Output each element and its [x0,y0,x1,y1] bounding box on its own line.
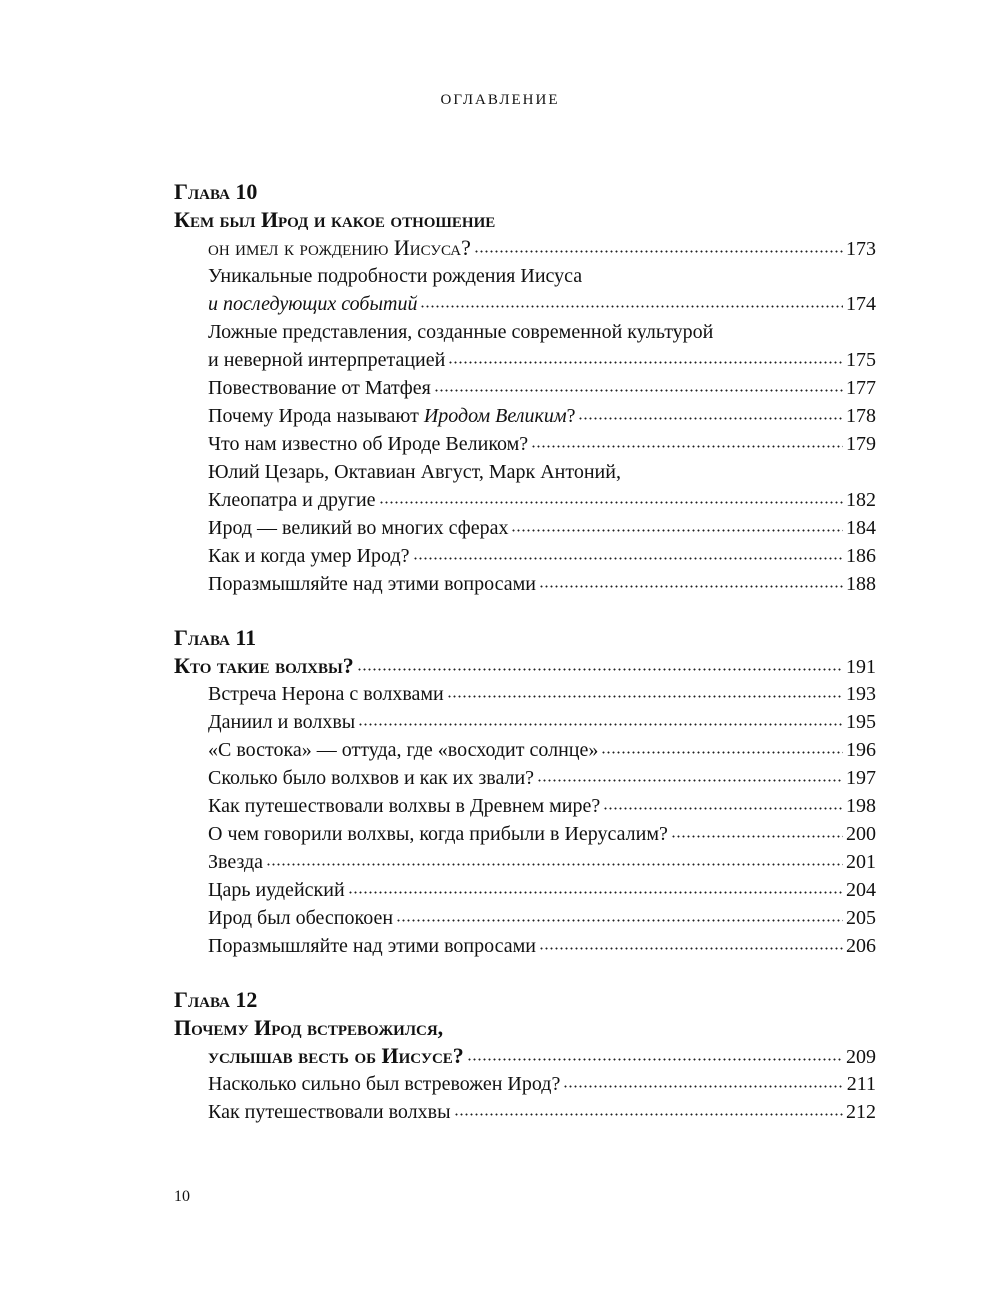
chapter-label: Глава 10 [174,179,258,204]
leader-dots [601,740,843,754]
entry-page: 175 [846,349,876,371]
leader-dots [413,546,843,560]
entry-page: 177 [846,377,876,399]
entry-page: 182 [846,489,876,511]
running-head: ОГЛАВЛЕНИЕ [440,92,560,108]
toc-entry[interactable] [174,764,876,792]
entry-text: Насколько сильно был встревожен Ирод? [208,1073,561,1095]
entry-page: 209 [846,1046,876,1068]
leader-dots [563,1074,843,1088]
toc-entry-chapter-title[interactable] [174,1042,876,1070]
toc-entry[interactable] [174,708,876,736]
entry-text: Поразмышляйте над этими вопросами [208,573,536,595]
chapter-title: Кем был Ирод и какое отношение [174,207,496,232]
entry-text: Ирод — великий во многих сферах [208,517,509,539]
leader-dots [348,880,843,894]
entry-page: 198 [846,795,876,817]
entry-text: Как и когда умер Ирод? [208,545,410,567]
entry-text: Поразмышляйте над этими вопросами [208,935,536,957]
leader-dots [539,936,843,950]
toc-entry[interactable] [174,848,876,876]
entry-page: 205 [846,907,876,929]
entry-text-part: ? [566,405,576,427]
chapter-label: Глава 11 [174,625,257,650]
page-number: 10 [174,1188,190,1205]
entry-text: Царь иудейский [208,879,345,901]
entry-text: «С востока» — оттуда, где «восходит солнце» [208,739,599,761]
entry-text: он имел к рождению Иисуса? [208,235,471,260]
entry-page: 212 [846,1101,876,1123]
leader-dots [357,657,843,671]
entry-page: 188 [846,573,876,595]
toc-entry[interactable] [174,1098,876,1126]
entry-page: 174 [846,293,876,315]
entry-page: 195 [846,711,876,733]
entry-text [208,402,575,430]
leader-dots [434,378,843,392]
toc-entry[interactable] [174,430,876,458]
entry-text: Клеопатра и другие [208,489,376,511]
chapter-10 [174,178,876,598]
entry-text: Уникальные подробности рождения Иисуса [208,265,583,287]
entry-page: 200 [846,823,876,845]
entry-text: Сколько было волхвов и как их звали? [208,767,535,789]
toc-entry[interactable] [174,1070,876,1098]
chapter-title: Почему Ирод встревожился, [174,1015,444,1040]
chapter-11 [174,624,876,960]
entry-text: и неверной интерпретацией [208,349,446,371]
chapter-12 [174,986,876,1126]
toc-entry-chapter-title[interactable] [174,234,876,262]
entry-page: 191 [846,656,876,678]
leader-dots [447,684,843,698]
leader-dots [420,294,843,308]
leader-dots [531,434,843,448]
entry-text: Что нам известно об Ироде Великом? [208,433,529,455]
entry-page: 173 [846,238,876,260]
toc-entry[interactable] [174,820,876,848]
toc-entry[interactable] [174,374,876,402]
entry-text: Встреча Нерона с волхвами [208,683,444,705]
entry-text: услышав весть об Иисусе? [208,1043,464,1068]
entry-page: 204 [846,879,876,901]
entry-page: 206 [846,935,876,957]
leader-dots [537,768,843,782]
entry-text: Звезда [208,851,264,873]
toc-entry[interactable] [174,346,876,374]
entry-text-italic: Иродом Великим [423,405,567,427]
entry-page: 186 [846,545,876,567]
leader-dots [448,350,843,364]
toc-entry[interactable] [174,290,876,318]
toc-entry[interactable] [174,570,876,598]
leader-dots [671,824,843,838]
leader-dots [467,1047,843,1061]
entry-page: 178 [846,405,876,427]
leader-dots [603,796,843,810]
toc-entry-chapter-title[interactable] [174,652,876,680]
entry-text: Повествование от Матфея [208,377,431,399]
toc-entry[interactable] [174,402,876,430]
entry-text: и последующих событий [208,293,418,315]
toc-entry[interactable] [174,458,876,486]
entry-page: 211 [846,1073,876,1095]
toc-entry[interactable] [174,736,876,764]
entry-page: 193 [846,683,876,705]
entry-text: Ирод был обеспокоен [208,907,394,929]
toc-entry[interactable] [174,932,876,960]
entry-text-part: Почему Ирода называют [208,405,424,427]
leader-dots [358,712,843,726]
entry-page: 201 [846,851,876,873]
chapter-label: Глава 12 [174,987,258,1012]
leader-dots [266,852,843,866]
leader-dots [396,908,843,922]
leader-dots [578,406,843,420]
toc-entry[interactable] [174,904,876,932]
leader-dots [539,574,843,588]
toc-entry[interactable] [174,542,876,570]
toc-entry[interactable] [174,318,876,346]
entry-text: Ложные представления, созданные современной культурой [208,321,714,343]
entry-text: О чем говорили волхвы, когда прибыли в Иерусалим? [208,823,668,845]
entry-text: Даниил и волхвы [208,711,356,733]
entry-text: Кто такие волхвы? [174,653,354,678]
table-of-contents [174,178,876,1152]
entry-page: 197 [846,767,876,789]
toc-entry[interactable] [174,792,876,820]
toc-entry[interactable] [174,876,876,904]
toc-entry[interactable] [174,680,876,708]
toc-entry[interactable] [174,514,876,542]
entry-text: Юлий Цезарь, Октавиан Август, Марк Антоний, [208,461,621,483]
leader-dots [379,490,843,504]
entry-text: Как путешествовали волхвы [208,1101,451,1123]
entry-page: 196 [846,739,876,761]
entry-text: Как путешествовали волхвы в Древнем мире? [208,795,601,817]
toc-entry[interactable] [174,486,876,514]
leader-dots [511,518,843,532]
toc-entry[interactable] [174,262,876,290]
entry-page: 184 [846,517,876,539]
entry-page: 179 [846,433,876,455]
leader-dots [474,239,843,253]
leader-dots [454,1102,843,1116]
